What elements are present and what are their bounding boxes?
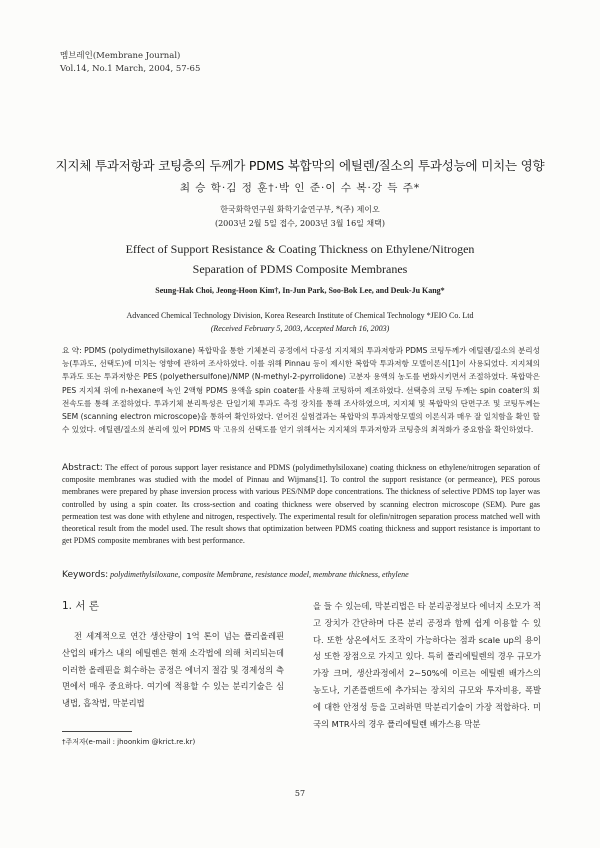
dates-english: (Received February 5, 2003, Accepted March 16, 2003)	[210, 324, 390, 333]
abstract-korean-label: 요 약:	[62, 346, 82, 355]
section-title: 1. 서 론	[62, 600, 99, 612]
journal-header	[60, 50, 200, 76]
affiliation-korean-text: 한국화학연구원 화학기술연구부, *(주) 제이오	[220, 205, 380, 214]
abstract-korean	[62, 344, 540, 436]
authors-english: Seung-Hak Choi, Jeong-Hoon Kim†, In-Jun Park, Soo-Bok Lee, and Deuk-Ju Kang*	[155, 286, 445, 295]
title-english	[0, 239, 600, 279]
keywords	[62, 570, 540, 580]
intro-left-column: 전 세계적으로 연간 생산량이 1억 톤이 넘는 폴리올레핀 산업의 배가스 내의 에틸렌은 현재 소각법에 의해 처리되는데 이러한 올레핀을 회수하는 공정은 에너지 절감 및 경제성의 측면에서 매우 중요하다. 여기에 적용할 수 있는 분리기술은 심냉법, 흡착법, 막분리법	[62, 631, 284, 709]
abstract-english-label: Abstract:	[62, 463, 103, 473]
dates-korean: (2003년 2월 5일 접수, 2003년 3월 16일 채택)	[214, 219, 386, 228]
affiliation-korean	[0, 203, 600, 231]
intro-right-column: 을 들 수 있는데, 막분리법은 타 분리공정보다 에너지 소모가 적고 장치가 간단하며 다른 분리 공정과 함께 쉽게 이용할 수 있다. 또한 상온에서도 조작이 가능하다는 점과 scale up의 용이성 또한 장점으로 가지고 있다. 특히 폴리에틸렌의 경우 규모가 가장 크며, 생산과정에서 2∼50%에 이르는 에틸렌 배가스의 농도나, 기존플랜트에 추가되는 장치의 규모와 투자비용, 폭발에 대한 안정성 등을 고려하면 막분리기술이 가장 적합하다. 미국의 MTR사의 경우 폴리에틸렌 배가스용 막분	[313, 601, 541, 729]
affiliation-english	[0, 309, 600, 335]
journal-name: 멤브레인(Membrane Journal)	[60, 51, 181, 61]
keywords-label: Keywords:	[62, 570, 109, 580]
title-english-line2: Separation of PDMS Composite Membranes	[192, 262, 408, 276]
footnote: †주저자(e-mail : jhoonkim @krict.re.kr)	[62, 738, 196, 746]
title-english-line1: Effect of Support Resistance & Coating Thickness on Ethylene/Nitrogen	[125, 242, 475, 256]
keywords-text: polydimethylsiloxane, composite Membrane, resistance model, membrane thickness, ethylene	[110, 570, 409, 579]
authors-korean: 최 승 학·김 정 훈†·박 인 준·이 수 복·강 득 주*	[179, 182, 421, 194]
affiliation-english-text: Advanced Chemical Technology Division, Korea Research Institute of Chemical Technology *JEIO Co. Ltd	[126, 311, 474, 320]
footnote-rule	[62, 731, 132, 732]
page-number: 57	[294, 789, 306, 798]
abstract-korean-text: PDMS (polydimethylsiloxane) 복합막을 통한 기체분리 공정에서 다공성 지지체의 투과저항과 PDMS 코팅두께가 에틸렌/질소의 분리성능(투과도, 선택도)에 미치는 영향에 관하여 조사하였다. 이를 위해 Pinnau 등이 제시한 복합막 투과저항 모델이론식[1]이 사용되었다. 지지체의 투과도 또는 투과저항은 PES (polyethersulfone)/NMP (N-methyl-2-pyrrolidone) 고분자 용액의 농도를 변화시키면서 조절하였다. 복합막은 PES 지지체 위에 n-hexane에 녹인 2액형 PDMS 용액을 spin coater를 사용해 코팅하여 제조하였다. 선택층의 코팅 두께는 spin coater의 회전속도를 통해 조절하였다. 투과기체 분리특성은 단일기체 투과도 측정 장치를 통해 조사하였으며, 지지체 및 복합막의 단면구조 및 코팅두께는 SEM (scanning electron microscope)을 통하여 확인하였다. 얻어진 실험결과는 복합막의 투과저항모델의 이론식과 매우 잘 일치함을 확인 할 수 있었다. 에틸렌/질소의 분리에 있어 PDMS 막 고유의 선택도를 얻기 위해서는 지지체의 투과저항과 코팅층의 최적화가 중요함을 확인하였다.	[62, 346, 540, 435]
abstract-english-text: The effect of porous support layer resistance and PDMS (polydimethylsiloxane) coating thickness on ethylene/nitrogen separation of composite membranes was studied with the model of Pinnau and Wijmans[1]. To control the support resistance (or permeance), PES porous membranes were prepared by phase inversion process with various PES/NMP dope concentrations. The thickness of selective PDMS top layer was controlled by using a spin coater. Its cross-section and coating thickness were observed by scanning electron microscope (SEM). Pure gas permeation test was done with ethylene and nitrogen, respectively. The experimental result for olefin/nitrogen separation process matched well with theoretical result from the model used. The result shows that optimization between PDMS coating thickness and support resistance is important to get PDMS composite membranes with best performance.	[62, 463, 540, 546]
title-korean: 지지체 투과저항과 코팅층의 두께가 PDMS 복합막의 에틸렌/질소의 투과성능에 미치는 영향	[55, 158, 545, 173]
abstract-english	[62, 462, 540, 547]
journal-volume: Vol.14, No.1 March, 2004, 57-65	[60, 64, 201, 74]
